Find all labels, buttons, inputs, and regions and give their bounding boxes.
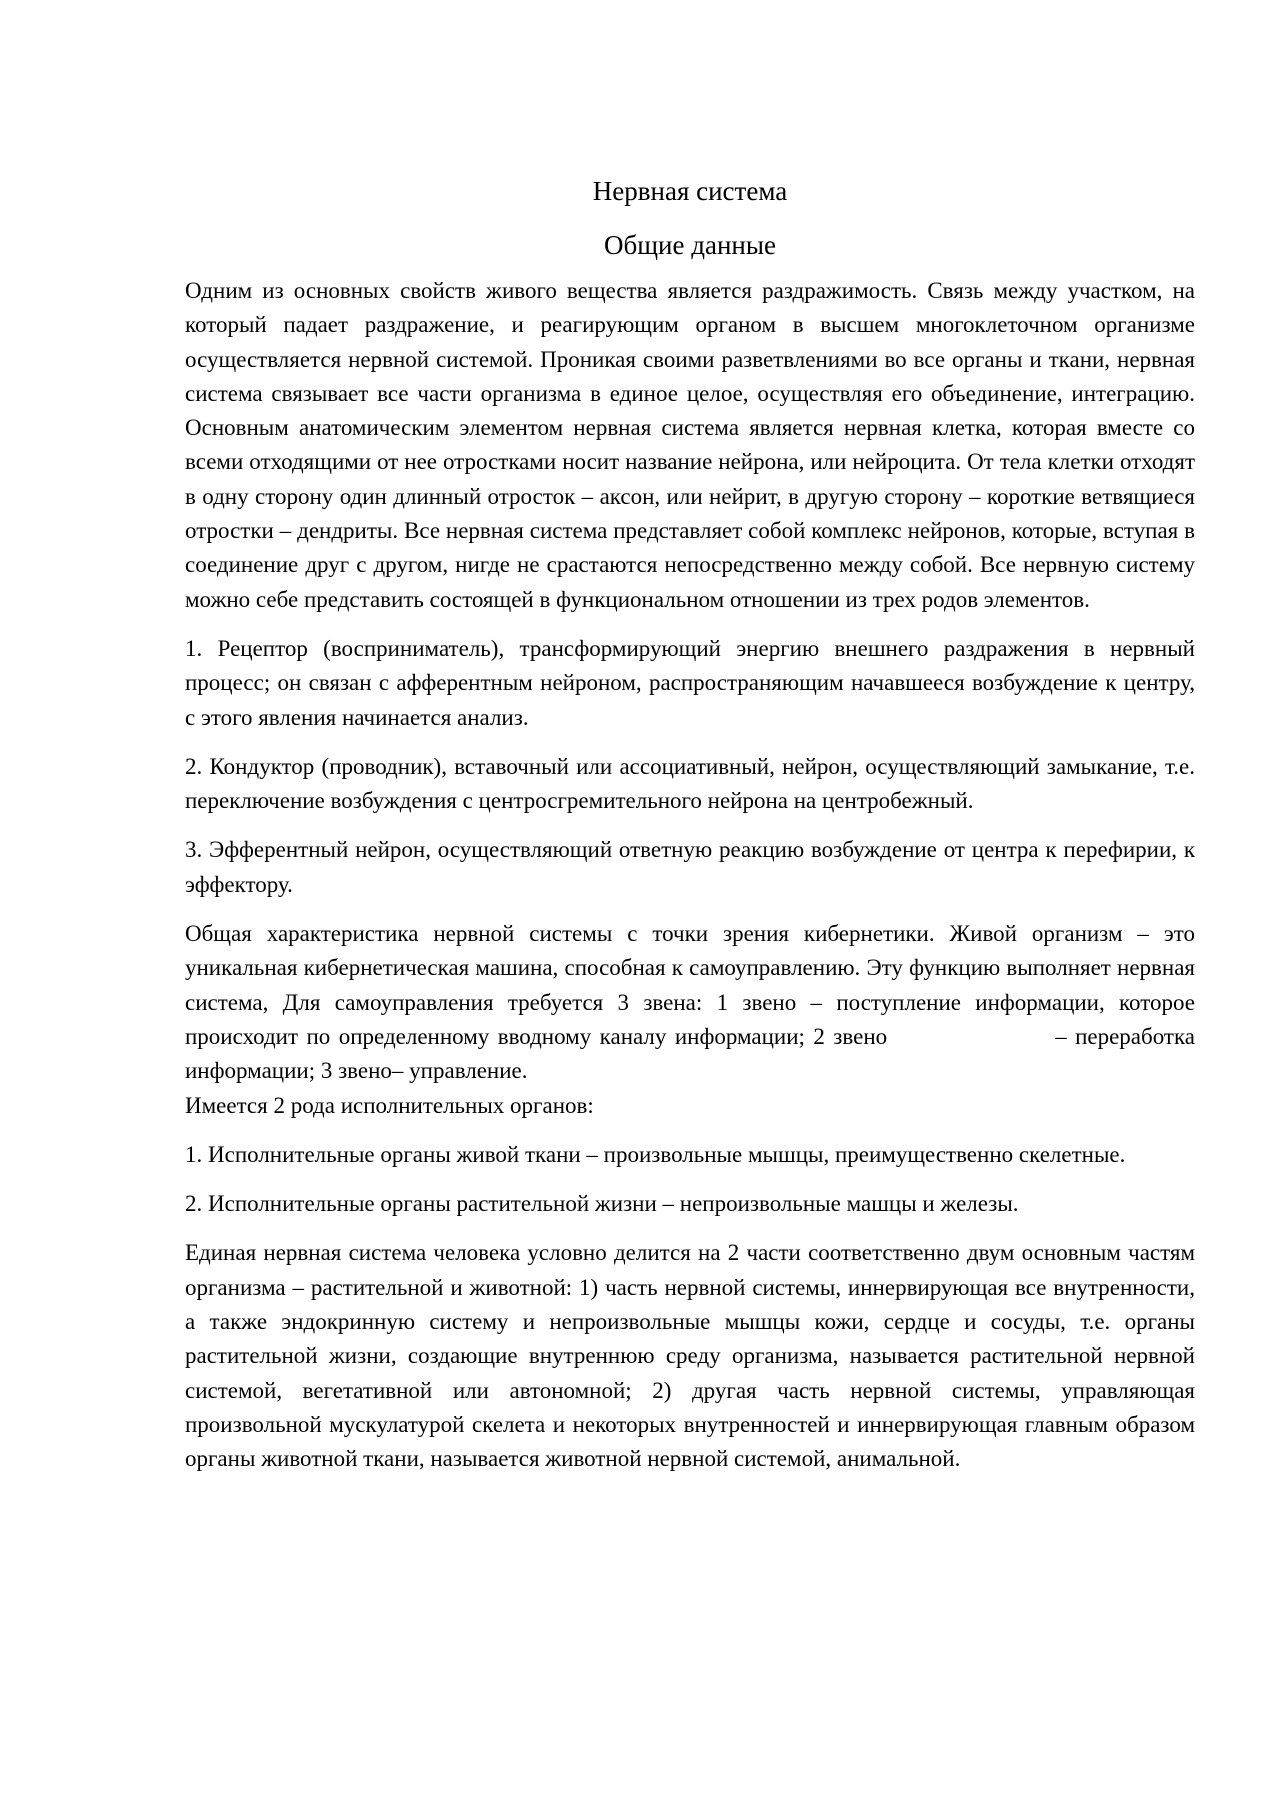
page-title: Нервная система	[592, 176, 788, 206]
conclusion-paragraph: Единая нервная система человека условно делится на 2 части соответственно двум основным частям организма – растительной и животной: 1) часть нервной системы, иннервирующая все внутренности, а также эндокринную систему и непроизвольные мышцы кожи, сердце и сосуды, т.е. органы растительной жизни, создающие внутреннюю среду организма, называется растительной нервной системой, вегетативной или автономной; 2) другая часть нервной системы, управляющая произвольной мускулатурой скелета и некоторых внутренностей и иннервирующая главным образом органы животной ткани, называется животной нервной системой, анимальной.	[185, 1240, 1195, 1472]
element-item-conductor: 2. Кондуктор (проводник), вставочный или ассоциативный, нейрон, осуществляющий замыкание, т.е. переключение возбуждения с центросгремительного нейрона на центробежный.	[185, 753, 1195, 814]
organ-item-vegetative: 2. Исполнительные органы растительной жизни – непроизвольные машцы и железы.	[185, 1191, 1019, 1217]
intro-paragraph: Одним из основных свойств живого вещества является раздражимость. Связь между участком, на который падает раздражение, и реагирующим органом в высшем многоклеточном организме осуществляется нервной системой. Проникая своими разветвлениями во все органы и ткани, нервная система связывает все части организма в единое целое, осуществляя его объединение, интеграцию. Основным анатомическим элементом нервная система является нервная клетка, которая вместе со всеми отходящими от нее отростками носит название нейрона, или нейроцита. От тела клетки отходят в одну сторону один длинный отросток – аксон, или нейрит, в другую сторону – короткие ветвящиеся отростки – дендриты. Все нервная система представляет собой комплекс нейронов, которые, вступая в соединение друг с другом, нигде не срастаются непосредственно между собой. Все нервную систему можно себе представить состоящей в функциональном отношении из трех родов элементов.	[185, 278, 1195, 612]
document-body	[185, 172, 1195, 1492]
cybernetics-text-part2: – переработка информации; 3 звено– управление.	[185, 1023, 1195, 1084]
element-item-efferent: 3. Эфферентный нейрон, осуществляющий ответную реакцию возбуждение от центра к перефирии, к эффектору.	[185, 837, 1195, 897]
cybernetics-paragraph	[185, 917, 1195, 1088]
cybernetics-text-part1: Общая характеристика нервной системы с точки зрения кибернетики. Живой организм – это уникальная кибернетическая машина, способная к самоуправлению. Эту функцию выполняет нервная система, Для самоуправления требуется 3 звена: 1 звено – поступление информации, которое происходит по определенному вводному каналу информации; 2 звено	[185, 921, 1195, 1049]
organs-intro-line: Имеется 2 рода исполнительных органов:	[185, 1092, 594, 1118]
element-item-receptor: 1. Рецептор (восприниматель), трансформирующий энергию внешнего раздражения в нервный процесс; он связан с афферентным нейроном, распространяющим начавшееся возбуждение к центру, с этого явления начинается анализ.	[185, 635, 1195, 730]
page-subtitle: Общие данные	[604, 230, 776, 260]
organ-item-animal: 1. Исполнительные органы живой ткани – произвольные мышцы, преимущественно скелетные.	[185, 1141, 1126, 1167]
